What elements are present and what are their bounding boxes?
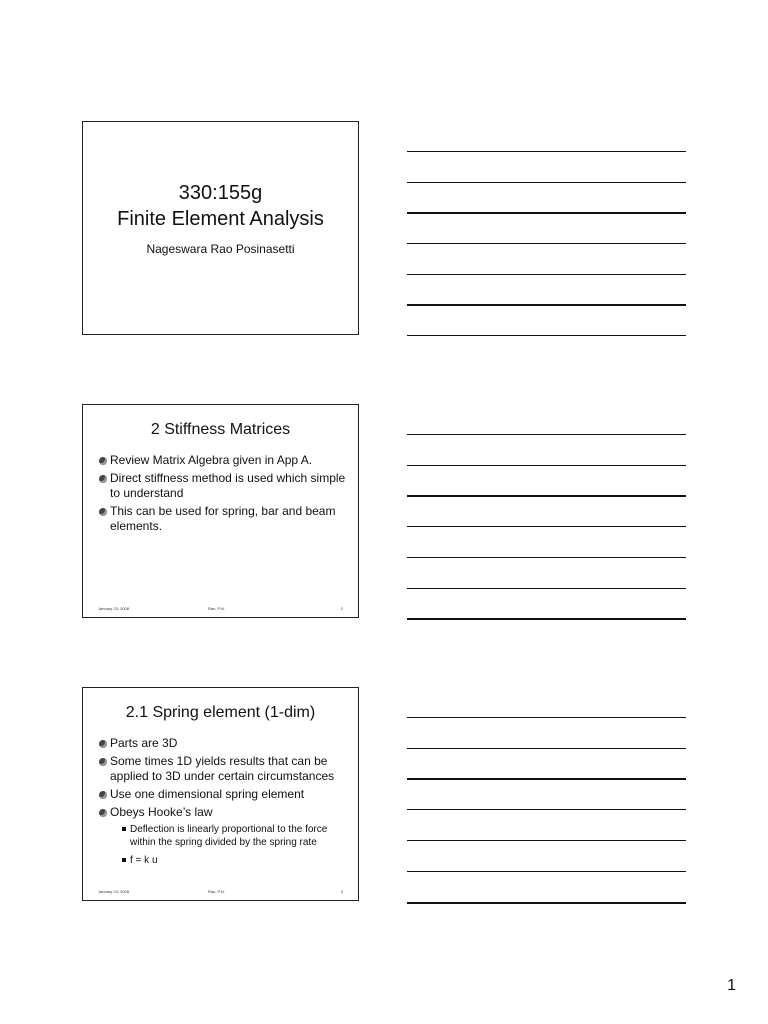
note-line (407, 618, 686, 620)
note-line (407, 871, 686, 872)
slide-heading: 2 Stiffness Matrices (150, 421, 291, 438)
footer-date: January 23, 2008 (98, 606, 129, 611)
bullet-item (99, 504, 348, 534)
note-line (407, 151, 686, 152)
slide-heading: 2.1 Spring element (1-dim) (125, 704, 316, 721)
sub-bullet-item (122, 823, 348, 849)
bullet-item (99, 453, 348, 468)
note-line (407, 557, 686, 558)
slide-number: 3 (340, 889, 343, 894)
title-block (83, 122, 358, 256)
bullet-item (99, 471, 348, 501)
note-line (407, 274, 686, 275)
round-bullet-icon (99, 740, 107, 748)
sub-bullet-item (122, 854, 348, 867)
slide-number: 2 (340, 606, 343, 611)
bullet-item (99, 736, 348, 751)
page-number: 1 (727, 977, 736, 994)
note-line (407, 748, 686, 749)
slide-3 (82, 687, 359, 901)
slide-2 (82, 404, 359, 618)
bullet-list (83, 453, 358, 534)
slide-1 (82, 121, 359, 335)
note-line (407, 840, 686, 841)
round-bullet-icon (99, 508, 107, 516)
bullet-item (99, 787, 348, 802)
note-line (407, 335, 686, 336)
sub-bullet-text: Deflection is linearly proportional to the force within the spring divided by the spring rate (130, 824, 328, 848)
square-bullet-icon (122, 858, 126, 862)
course-code: 330:155g (178, 182, 263, 204)
bullet-text: Parts are 3D (110, 736, 178, 750)
note-line (407, 902, 686, 904)
footer-date: January 23, 2008 (98, 889, 129, 894)
sub-bullet-list (110, 823, 348, 867)
bullet-item (99, 754, 348, 784)
note-line (407, 809, 686, 810)
note-line (407, 212, 686, 214)
footer-author: Rao, P.N. (208, 889, 225, 894)
round-bullet-icon (99, 758, 107, 766)
note-line (407, 526, 686, 527)
bullet-text: This can be used for spring, bar and beam elements. (110, 504, 336, 533)
bullet-text: Direct stiffness method is used which simple to understand (110, 471, 346, 500)
course-title: Finite Element Analysis (117, 208, 324, 230)
bullet-list (83, 736, 358, 867)
note-line (407, 304, 686, 306)
bullet-item (99, 805, 348, 867)
note-line (407, 778, 686, 780)
note-line (407, 588, 686, 589)
round-bullet-icon (99, 809, 107, 817)
round-bullet-icon (99, 457, 107, 465)
author-name: Nageswara Rao Posinasetti (146, 242, 295, 256)
bullet-text: Obeys Hooke’s law (110, 805, 213, 819)
note-line (407, 243, 686, 244)
round-bullet-icon (99, 791, 107, 799)
note-line (407, 717, 686, 718)
sub-bullet-text: f = k u (130, 855, 158, 866)
bullet-text: Some times 1D yields results that can be applied to 3D under certain circumstances (110, 754, 335, 783)
note-line (407, 434, 686, 435)
square-bullet-icon (122, 827, 126, 831)
note-line (407, 465, 686, 466)
note-line (407, 182, 686, 183)
bullet-text: Review Matrix Algebra given in App A. (110, 453, 313, 467)
note-line (407, 495, 686, 497)
footer-author: Rao, P.N. (208, 606, 225, 611)
round-bullet-icon (99, 475, 107, 483)
bullet-text: Use one dimensional spring element (110, 787, 305, 801)
